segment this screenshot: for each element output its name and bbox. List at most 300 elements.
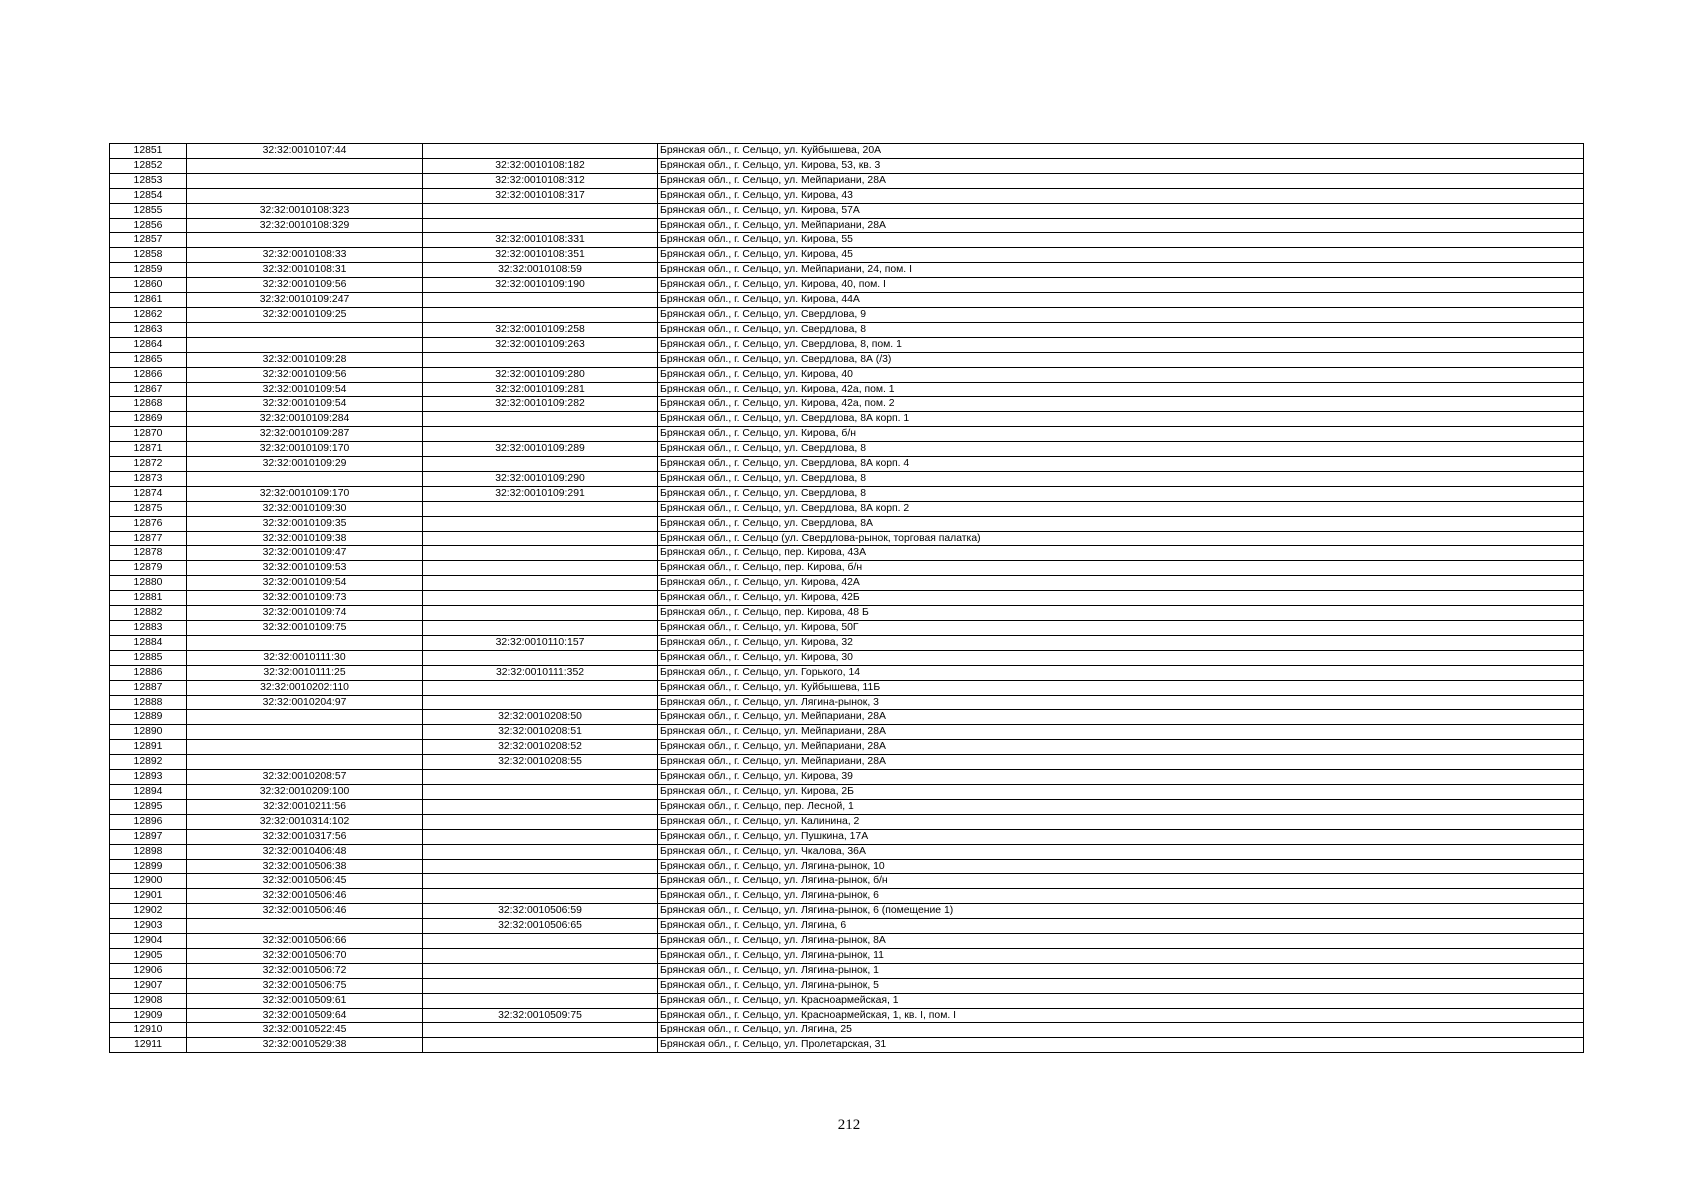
table-row <box>110 591 1584 606</box>
object-cadastral-number-cell <box>423 531 658 546</box>
object-cadastral-number-cell <box>423 412 658 427</box>
cadastral-number-cell <box>187 755 423 770</box>
address-cell: Брянская обл., г. Сельцо, ул. Кирова, 55 <box>658 233 1584 248</box>
address-cell: Брянская обл., г. Сельцо, ул. Кирова, 40, пом. I <box>658 278 1584 293</box>
table-row <box>110 978 1584 993</box>
cadastral-number-cell: 32:32:0010111:25 <box>187 665 423 680</box>
address-cell: Брянская обл., г. Сельцо, ул. Кирова, 42а, пом. 1 <box>658 382 1584 397</box>
cadastral-number-cell: 32:32:0010506:72 <box>187 963 423 978</box>
row-number-cell: 12866 <box>110 367 187 382</box>
table-row <box>110 263 1584 278</box>
address-cell: Брянская обл., г. Сельцо, ул. Мейпариани, 28А <box>658 725 1584 740</box>
row-number-cell: 12872 <box>110 457 187 472</box>
object-cadastral-number-cell <box>423 516 658 531</box>
row-number-cell: 12880 <box>110 576 187 591</box>
table-row <box>110 307 1584 322</box>
object-cadastral-number-cell <box>423 606 658 621</box>
address-cell: Брянская обл., г. Сельцо, ул. Свердлова, 8А корп. 4 <box>658 457 1584 472</box>
row-number-cell: 12861 <box>110 293 187 308</box>
object-cadastral-number-cell <box>423 144 658 159</box>
table-row <box>110 397 1584 412</box>
row-number-cell: 12870 <box>110 427 187 442</box>
cadastral-number-cell: 32:32:0010109:170 <box>187 486 423 501</box>
cadastral-number-cell: 32:32:0010509:64 <box>187 1008 423 1023</box>
table-row <box>110 471 1584 486</box>
table-row <box>110 293 1584 308</box>
object-cadastral-number-cell: 32:32:0010208:51 <box>423 725 658 740</box>
object-cadastral-number-cell: 32:32:0010109:280 <box>423 367 658 382</box>
object-cadastral-number-cell <box>423 770 658 785</box>
table-row <box>110 859 1584 874</box>
cadastral-number-cell: 32:32:0010109:38 <box>187 531 423 546</box>
address-cell: Брянская обл., г. Сельцо, ул. Кирова, 57А <box>658 203 1584 218</box>
object-cadastral-number-cell <box>423 934 658 949</box>
row-number-cell: 12856 <box>110 218 187 233</box>
address-cell: Брянская обл., г. Сельцо, ул. Кирова, 30 <box>658 650 1584 665</box>
address-cell: Брянская обл., г. Сельцо, ул. Кирова, 45 <box>658 248 1584 263</box>
row-number-cell: 12886 <box>110 665 187 680</box>
table-row <box>110 427 1584 442</box>
cadastral-number-cell <box>187 173 423 188</box>
address-cell: Брянская обл., г. Сельцо, ул. Свердлова, 8А корп. 1 <box>658 412 1584 427</box>
object-cadastral-number-cell <box>423 799 658 814</box>
row-number-cell: 12897 <box>110 829 187 844</box>
cadastral-number-cell: 32:32:0010109:25 <box>187 307 423 322</box>
object-cadastral-number-cell <box>423 874 658 889</box>
table-row <box>110 457 1584 472</box>
cadastral-number-cell: 32:32:0010109:56 <box>187 278 423 293</box>
cadastral-number-cell: 32:32:0010211:56 <box>187 799 423 814</box>
table-row <box>110 770 1584 785</box>
address-cell: Брянская обл., г. Сельцо, ул. Красноармейская, 1 <box>658 993 1584 1008</box>
row-number-cell: 12890 <box>110 725 187 740</box>
object-cadastral-number-cell <box>423 457 658 472</box>
address-cell: Брянская обл., г. Сельцо, ул. Чкалова, 36А <box>658 844 1584 859</box>
row-number-cell: 12882 <box>110 606 187 621</box>
cadastral-table <box>109 143 1584 1053</box>
object-cadastral-number-cell: 32:32:0010109:282 <box>423 397 658 412</box>
row-number-cell: 12881 <box>110 591 187 606</box>
address-cell: Брянская обл., г. Сельцо, ул. Лягина-рынок, 1 <box>658 963 1584 978</box>
table-row <box>110 1038 1584 1053</box>
table-row <box>110 1008 1584 1023</box>
object-cadastral-number-cell <box>423 307 658 322</box>
cadastral-number-cell: 32:32:0010109:53 <box>187 561 423 576</box>
row-number-cell: 12876 <box>110 516 187 531</box>
table-row <box>110 442 1584 457</box>
row-number-cell: 12902 <box>110 904 187 919</box>
row-number-cell: 12883 <box>110 621 187 636</box>
object-cadastral-number-cell: 32:32:0010108:182 <box>423 158 658 173</box>
object-cadastral-number-cell <box>423 784 658 799</box>
row-number-cell: 12860 <box>110 278 187 293</box>
object-cadastral-number-cell <box>423 218 658 233</box>
cadastral-number-cell: 32:32:0010109:28 <box>187 352 423 367</box>
table-row <box>110 233 1584 248</box>
address-cell: Брянская обл., г. Сельцо, ул. Свердлова, 8 <box>658 471 1584 486</box>
row-number-cell: 12879 <box>110 561 187 576</box>
row-number-cell: 12893 <box>110 770 187 785</box>
cadastral-number-cell: 32:32:0010506:38 <box>187 859 423 874</box>
row-number-cell: 12898 <box>110 844 187 859</box>
object-cadastral-number-cell: 32:32:0010506:59 <box>423 904 658 919</box>
object-cadastral-number-cell: 32:32:0010506:65 <box>423 919 658 934</box>
row-number-cell: 12892 <box>110 755 187 770</box>
address-cell: Брянская обл., г. Сельцо, ул. Мейпариани, 28А <box>658 173 1584 188</box>
table-row <box>110 963 1584 978</box>
address-cell: Брянская обл., г. Сельцо, ул. Лягина-рынок, 5 <box>658 978 1584 993</box>
object-cadastral-number-cell <box>423 993 658 1008</box>
row-number-cell: 12884 <box>110 635 187 650</box>
object-cadastral-number-cell <box>423 963 658 978</box>
object-cadastral-number-cell <box>423 546 658 561</box>
table-row <box>110 188 1584 203</box>
row-number-cell: 12859 <box>110 263 187 278</box>
table-row <box>110 412 1584 427</box>
address-cell: Брянская обл., г. Сельцо, ул. Мейпариани, 28А <box>658 740 1584 755</box>
row-number-cell: 12853 <box>110 173 187 188</box>
table-row <box>110 367 1584 382</box>
address-cell: Брянская обл., г. Сельцо, ул. Кирова, 32 <box>658 635 1584 650</box>
table-row <box>110 576 1584 591</box>
address-cell: Брянская обл., г. Сельцо, ул. Мейпариани, 28А <box>658 755 1584 770</box>
cadastral-number-cell: 32:32:0010107:44 <box>187 144 423 159</box>
row-number-cell: 12854 <box>110 188 187 203</box>
table-row <box>110 710 1584 725</box>
cadastral-number-cell: 32:32:0010204:97 <box>187 695 423 710</box>
address-cell: Брянская обл., г. Сельцо, ул. Лягина-рынок, 6 (помещение 1) <box>658 904 1584 919</box>
address-cell: Брянская обл., г. Сельцо, пер. Кирова, б/н <box>658 561 1584 576</box>
row-number-cell: 12862 <box>110 307 187 322</box>
row-number-cell: 12864 <box>110 337 187 352</box>
address-cell: Брянская обл., г. Сельцо, ул. Свердлова, 8 <box>658 322 1584 337</box>
object-cadastral-number-cell: 32:32:0010109:290 <box>423 471 658 486</box>
table-row <box>110 919 1584 934</box>
table-row <box>110 337 1584 352</box>
cadastral-number-cell: 32:32:0010108:33 <box>187 248 423 263</box>
address-cell: Брянская обл., г. Сельцо, ул. Кирова, 39 <box>658 770 1584 785</box>
row-number-cell: 12906 <box>110 963 187 978</box>
cadastral-number-cell: 32:32:0010108:323 <box>187 203 423 218</box>
row-number-cell: 12911 <box>110 1038 187 1053</box>
object-cadastral-number-cell: 32:32:0010111:352 <box>423 665 658 680</box>
object-cadastral-number-cell <box>423 293 658 308</box>
table-row <box>110 695 1584 710</box>
row-number-cell: 12891 <box>110 740 187 755</box>
cadastral-number-cell <box>187 233 423 248</box>
row-number-cell: 12905 <box>110 948 187 963</box>
row-number-cell: 12901 <box>110 889 187 904</box>
cadastral-number-cell: 32:32:0010109:54 <box>187 576 423 591</box>
page-number: 212 <box>837 1117 861 1133</box>
object-cadastral-number-cell: 32:32:0010208:55 <box>423 755 658 770</box>
object-cadastral-number-cell: 32:32:0010108:317 <box>423 188 658 203</box>
table-row <box>110 784 1584 799</box>
object-cadastral-number-cell <box>423 889 658 904</box>
address-cell: Брянская обл., г. Сельцо, ул. Кирова, 42а, пом. 2 <box>658 397 1584 412</box>
object-cadastral-number-cell <box>423 650 658 665</box>
object-cadastral-number-cell: 32:32:0010109:291 <box>423 486 658 501</box>
cadastral-number-cell: 32:32:0010509:61 <box>187 993 423 1008</box>
table-row <box>110 486 1584 501</box>
object-cadastral-number-cell: 32:32:0010109:289 <box>423 442 658 457</box>
cadastral-number-cell: 32:32:0010529:38 <box>187 1038 423 1053</box>
address-cell: Брянская обл., г. Сельцо, ул. Кирова, 42Б <box>658 591 1584 606</box>
address-cell: Брянская обл., г. Сельцо, ул. Свердлова, 8, пом. 1 <box>658 337 1584 352</box>
object-cadastral-number-cell <box>423 978 658 993</box>
row-number-cell: 12869 <box>110 412 187 427</box>
cadastral-number-cell: 32:32:0010506:46 <box>187 889 423 904</box>
table-row <box>110 516 1584 531</box>
row-number-cell: 12896 <box>110 814 187 829</box>
cadastral-number-cell <box>187 740 423 755</box>
cadastral-number-cell: 32:32:0010209:100 <box>187 784 423 799</box>
cadastral-number-cell: 32:32:0010109:54 <box>187 397 423 412</box>
address-cell: Брянская обл., г. Сельцо, ул. Куйбышева, 20А <box>658 144 1584 159</box>
cadastral-number-cell: 32:32:0010111:30 <box>187 650 423 665</box>
table-row <box>110 561 1584 576</box>
row-number-cell: 12871 <box>110 442 187 457</box>
address-cell: Брянская обл., г. Сельцо, ул. Кирова, б/н <box>658 427 1584 442</box>
address-cell: Брянская обл., г. Сельцо, ул. Лягина-рынок, 10 <box>658 859 1584 874</box>
row-number-cell: 12863 <box>110 322 187 337</box>
object-cadastral-number-cell <box>423 948 658 963</box>
address-cell: Брянская обл., г. Сельцо, ул. Пушкина, 17А <box>658 829 1584 844</box>
object-cadastral-number-cell <box>423 859 658 874</box>
address-cell: Брянская обл., г. Сельцо, ул. Свердлова, 8 <box>658 442 1584 457</box>
row-number-cell: 12900 <box>110 874 187 889</box>
cadastral-number-cell: 32:32:0010108:329 <box>187 218 423 233</box>
table-row <box>110 606 1584 621</box>
table-row <box>110 531 1584 546</box>
object-cadastral-number-cell: 32:32:0010108:59 <box>423 263 658 278</box>
table-row <box>110 889 1584 904</box>
table-row <box>110 814 1584 829</box>
object-cadastral-number-cell <box>423 844 658 859</box>
address-cell: Брянская обл., г. Сельцо, ул. Лягина-рынок, б/н <box>658 874 1584 889</box>
address-cell: Брянская обл., г. Сельцо, ул. Мейпариани, 28А <box>658 710 1584 725</box>
row-number-cell: 12909 <box>110 1008 187 1023</box>
object-cadastral-number-cell <box>423 695 658 710</box>
object-cadastral-number-cell <box>423 427 658 442</box>
row-number-cell: 12875 <box>110 501 187 516</box>
row-number-cell: 12858 <box>110 248 187 263</box>
cadastral-number-cell: 32:32:0010108:31 <box>187 263 423 278</box>
cadastral-number-cell <box>187 322 423 337</box>
table-row <box>110 829 1584 844</box>
address-cell: Брянская обл., г. Сельцо, ул. Лягина-рынок, 8А <box>658 934 1584 949</box>
row-number-cell: 12857 <box>110 233 187 248</box>
table-row <box>110 278 1584 293</box>
object-cadastral-number-cell <box>423 1023 658 1038</box>
row-number-cell: 12855 <box>110 203 187 218</box>
cadastral-number-cell <box>187 158 423 173</box>
table-row <box>110 844 1584 859</box>
address-cell: Брянская обл., г. Сельцо, пер. Кирова, 48 Б <box>658 606 1584 621</box>
object-cadastral-number-cell: 32:32:0010108:351 <box>423 248 658 263</box>
cadastral-number-cell <box>187 337 423 352</box>
object-cadastral-number-cell: 32:32:0010208:50 <box>423 710 658 725</box>
row-number-cell: 12889 <box>110 710 187 725</box>
row-number-cell: 12895 <box>110 799 187 814</box>
address-cell: Брянская обл., г. Сельцо, ул. Кирова, 43 <box>658 188 1584 203</box>
cadastral-number-cell: 32:32:0010109:29 <box>187 457 423 472</box>
table-row <box>110 203 1584 218</box>
address-cell: Брянская обл., г. Сельцо, ул. Куйбышева, 11Б <box>658 680 1584 695</box>
cadastral-number-cell: 32:32:0010317:56 <box>187 829 423 844</box>
address-cell: Брянская обл., г. Сельцо (ул. Свердлова-рынок, торговая палатка) <box>658 531 1584 546</box>
cadastral-number-cell: 32:32:0010109:73 <box>187 591 423 606</box>
row-number-cell: 12867 <box>110 382 187 397</box>
cadastral-number-cell: 32:32:0010506:46 <box>187 904 423 919</box>
table-row <box>110 993 1584 1008</box>
address-cell: Брянская обл., г. Сельцо, ул. Свердлова, 9 <box>658 307 1584 322</box>
object-cadastral-number-cell: 32:32:0010109:263 <box>423 337 658 352</box>
address-cell: Брянская обл., г. Сельцо, ул. Горького, 14 <box>658 665 1584 680</box>
row-number-cell: 12851 <box>110 144 187 159</box>
cadastral-number-cell <box>187 471 423 486</box>
cadastral-number-cell: 32:32:0010506:75 <box>187 978 423 993</box>
address-cell: Брянская обл., г. Сельцо, ул. Кирова, 44А <box>658 293 1584 308</box>
row-number-cell: 12874 <box>110 486 187 501</box>
address-cell: Брянская обл., г. Сельцо, ул. Лягина-рынок, 11 <box>658 948 1584 963</box>
cadastral-number-cell: 32:32:0010109:170 <box>187 442 423 457</box>
table-row <box>110 352 1584 367</box>
table-row <box>110 248 1584 263</box>
address-cell: Брянская обл., г. Сельцо, пер. Кирова, 43А <box>658 546 1584 561</box>
table-row <box>110 680 1584 695</box>
address-cell: Брянская обл., г. Сельцо, ул. Кирова, 40 <box>658 367 1584 382</box>
table-row <box>110 948 1584 963</box>
table-row <box>110 501 1584 516</box>
table-row <box>110 725 1584 740</box>
cadastral-number-cell: 32:32:0010314:102 <box>187 814 423 829</box>
table-row <box>110 546 1584 561</box>
cadastral-number-cell: 32:32:0010109:75 <box>187 621 423 636</box>
address-cell: Брянская обл., г. Сельцо, ул. Свердлова, 8А (/3) <box>658 352 1584 367</box>
address-cell: Брянская обл., г. Сельцо, пер. Лесной, 1 <box>658 799 1584 814</box>
object-cadastral-number-cell: 32:32:0010109:281 <box>423 382 658 397</box>
address-cell: Брянская обл., г. Сельцо, ул. Лягина-рынок, 3 <box>658 695 1584 710</box>
object-cadastral-number-cell <box>423 680 658 695</box>
cadastral-number-cell <box>187 635 423 650</box>
address-cell: Брянская обл., г. Сельцо, ул. Мейпариани, 24, пом. I <box>658 263 1584 278</box>
row-number-cell: 12888 <box>110 695 187 710</box>
address-cell: Брянская обл., г. Сельцо, ул. Лягина, 25 <box>658 1023 1584 1038</box>
object-cadastral-number-cell: 32:32:0010208:52 <box>423 740 658 755</box>
object-cadastral-number-cell <box>423 352 658 367</box>
table-row <box>110 635 1584 650</box>
object-cadastral-number-cell <box>423 814 658 829</box>
object-cadastral-number-cell: 32:32:0010108:312 <box>423 173 658 188</box>
row-number-cell: 12852 <box>110 158 187 173</box>
row-number-cell: 12899 <box>110 859 187 874</box>
object-cadastral-number-cell <box>423 576 658 591</box>
table-row <box>110 740 1584 755</box>
cadastral-number-cell: 32:32:0010406:48 <box>187 844 423 859</box>
cadastral-number-cell: 32:32:0010208:57 <box>187 770 423 785</box>
cadastral-number-cell: 32:32:0010202:110 <box>187 680 423 695</box>
table-row <box>110 382 1584 397</box>
address-cell: Брянская обл., г. Сельцо, ул. Лягина, 6 <box>658 919 1584 934</box>
address-cell: Брянская обл., г. Сельцо, ул. Лягина-рынок, 6 <box>658 889 1584 904</box>
cadastral-number-cell <box>187 725 423 740</box>
row-number-cell: 12907 <box>110 978 187 993</box>
cadastral-number-cell <box>187 710 423 725</box>
object-cadastral-number-cell: 32:32:0010109:258 <box>423 322 658 337</box>
object-cadastral-number-cell <box>423 1038 658 1053</box>
cadastral-number-cell: 32:32:0010109:54 <box>187 382 423 397</box>
object-cadastral-number-cell: 32:32:0010109:190 <box>423 278 658 293</box>
table-row <box>110 874 1584 889</box>
table-row <box>110 144 1584 159</box>
row-number-cell: 12865 <box>110 352 187 367</box>
cadastral-number-cell: 32:32:0010109:74 <box>187 606 423 621</box>
object-cadastral-number-cell <box>423 591 658 606</box>
row-number-cell: 12910 <box>110 1023 187 1038</box>
cadastral-number-cell <box>187 188 423 203</box>
table-row <box>110 1023 1584 1038</box>
row-number-cell: 12887 <box>110 680 187 695</box>
object-cadastral-number-cell: 32:32:0010110:157 <box>423 635 658 650</box>
address-cell: Брянская обл., г. Сельцо, ул. Свердлова, 8А <box>658 516 1584 531</box>
cadastral-number-cell <box>187 919 423 934</box>
object-cadastral-number-cell <box>423 203 658 218</box>
object-cadastral-number-cell <box>423 561 658 576</box>
cadastral-table-body <box>110 144 1584 1053</box>
address-cell: Брянская обл., г. Сельцо, ул. Красноармейская, 1, кв. I, пом. I <box>658 1008 1584 1023</box>
row-number-cell: 12885 <box>110 650 187 665</box>
table-row <box>110 799 1584 814</box>
cadastral-number-cell: 32:32:0010109:56 <box>187 367 423 382</box>
address-cell: Брянская обл., г. Сельцо, ул. Кирова, 50Г <box>658 621 1584 636</box>
row-number-cell: 12868 <box>110 397 187 412</box>
table-row <box>110 755 1584 770</box>
cadastral-number-cell: 32:32:0010109:287 <box>187 427 423 442</box>
table-row <box>110 218 1584 233</box>
table-row <box>110 650 1584 665</box>
object-cadastral-number-cell: 32:32:0010509:75 <box>423 1008 658 1023</box>
cadastral-number-cell: 32:32:0010109:30 <box>187 501 423 516</box>
table-row <box>110 904 1584 919</box>
table-row <box>110 621 1584 636</box>
object-cadastral-number-cell: 32:32:0010108:331 <box>423 233 658 248</box>
object-cadastral-number-cell <box>423 621 658 636</box>
cadastral-number-cell: 32:32:0010506:70 <box>187 948 423 963</box>
row-number-cell: 12908 <box>110 993 187 1008</box>
address-cell: Брянская обл., г. Сельцо, ул. Свердлова, 8А корп. 2 <box>658 501 1584 516</box>
table-row <box>110 665 1584 680</box>
row-number-cell: 12873 <box>110 471 187 486</box>
table-row <box>110 158 1584 173</box>
address-cell: Брянская обл., г. Сельцо, ул. Кирова, 53, кв. 3 <box>658 158 1584 173</box>
cadastral-number-cell: 32:32:0010109:284 <box>187 412 423 427</box>
address-cell: Брянская обл., г. Сельцо, ул. Мейпариани, 28А <box>658 218 1584 233</box>
cadastral-number-cell: 32:32:0010506:66 <box>187 934 423 949</box>
address-cell: Брянская обл., г. Сельцо, ул. Кирова, 42А <box>658 576 1584 591</box>
table-row <box>110 934 1584 949</box>
row-number-cell: 12903 <box>110 919 187 934</box>
row-number-cell: 12878 <box>110 546 187 561</box>
table-row <box>110 322 1584 337</box>
row-number-cell: 12877 <box>110 531 187 546</box>
cadastral-number-cell: 32:32:0010522:45 <box>187 1023 423 1038</box>
cadastral-number-cell: 32:32:0010109:35 <box>187 516 423 531</box>
table-row <box>110 173 1584 188</box>
address-cell: Брянская обл., г. Сельцо, ул. Свердлова, 8 <box>658 486 1584 501</box>
row-number-cell: 12904 <box>110 934 187 949</box>
object-cadastral-number-cell <box>423 501 658 516</box>
